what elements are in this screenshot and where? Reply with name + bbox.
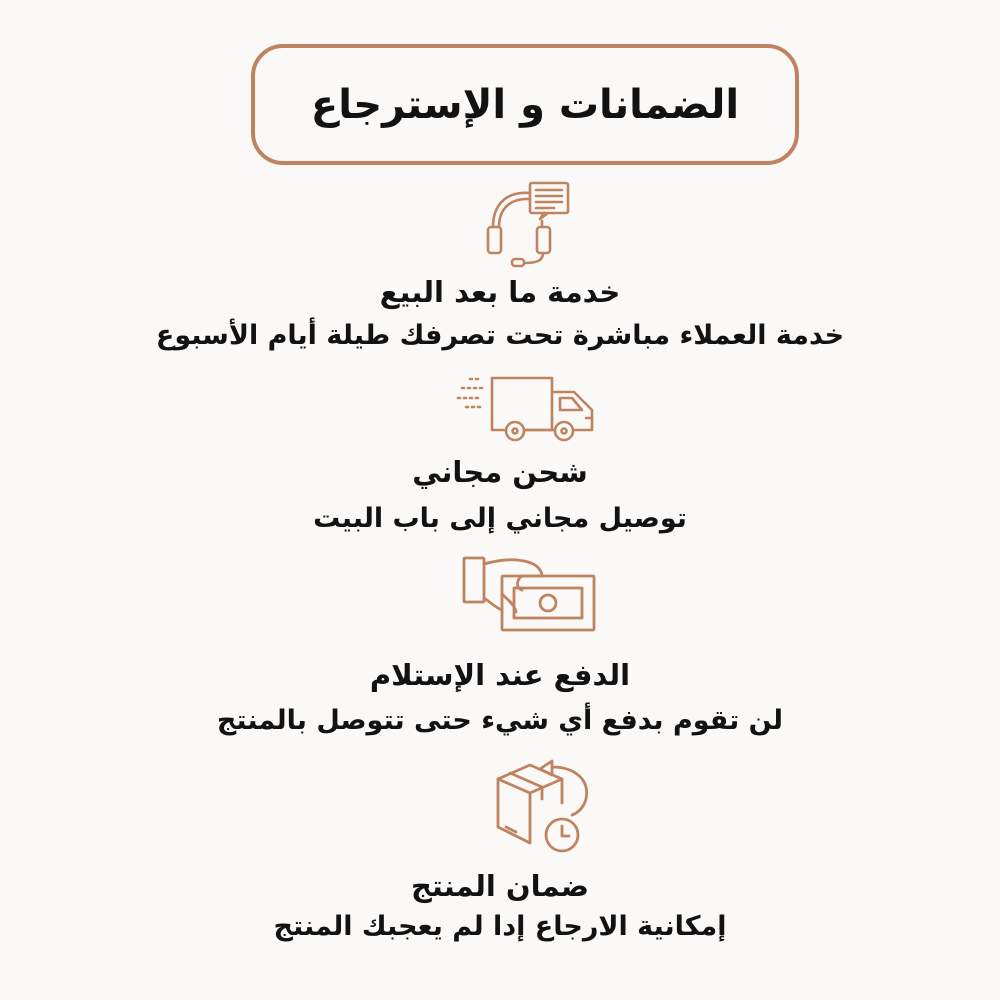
page-title: الضمانات و الإسترجاع [310,81,740,128]
feature-description-product-guarantee: إمكانية الارجاع إدا لم يعجبك المنتج [273,911,727,942]
customer-support-headset-icon [484,181,574,267]
feature-description-free-shipping: توصيل مجاني إلى باب البيت [313,503,687,534]
feature-description-cash-on-delivery: لن تقوم بدفع أي شيء حتى تتوصل بالمنتج [216,705,784,736]
return-box-icon [494,757,598,861]
delivery-truck-icon [458,374,598,444]
feature-heading-cash-on-delivery: الدفع عند الإستلام [369,658,631,692]
feature-heading-free-shipping: شحن مجاني [412,455,588,489]
feature-description-after-sales: خدمة العملاء مباشرة تحت تصرفك طيلة أيام الأسبوع [155,320,845,351]
feature-heading-after-sales: خدمة ما بعد البيع [379,275,621,309]
title-box [251,44,799,165]
cash-payment-icon [462,554,598,634]
feature-heading-product-guarantee: ضمان المنتج [410,869,590,903]
